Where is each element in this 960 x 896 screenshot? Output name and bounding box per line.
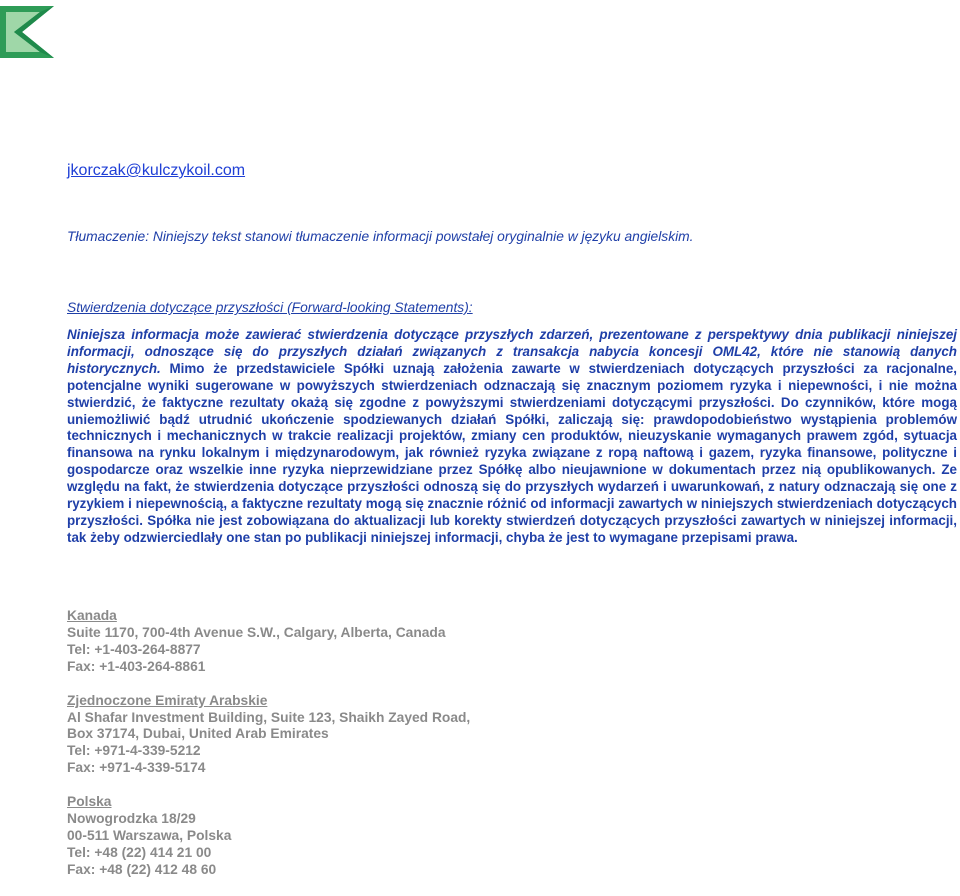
company-logo: [0, 6, 56, 58]
office-fax: Fax: +971-4-339-5174: [67, 760, 206, 776]
office-addresses: [67, 608, 470, 896]
office-canada: [67, 608, 470, 676]
office-title-poland: Polska: [67, 794, 112, 810]
office-phone: Tel: +48 (22) 414 21 00: [67, 844, 212, 860]
office-title-canada: Kanada: [67, 608, 117, 623]
office-line: Al Shafar Investment Building, Suite 123, Shaikh Zayed Road,: [67, 709, 471, 725]
office-line: Suite 1170, 700-4th Avenue S.W., Calgary, Alberta, Canada: [67, 624, 446, 640]
office-line: Nowogrodzka 18/29: [67, 811, 196, 827]
forward-looking-body: [67, 327, 957, 547]
translation-notice: Tłumaczenie: Niniejszy tekst stanowi tłumaczenie informacji powstałej oryginalnie w języku angielskim.: [67, 229, 694, 244]
office-fax: Fax: +48 (22) 412 48 60: [67, 861, 217, 877]
office-poland: [67, 794, 470, 879]
office-line: 00-511 Warszawa, Polska: [67, 827, 232, 843]
office-uae: [67, 693, 470, 778]
forward-looking-heading: Stwierdzenia dotyczące przyszłości (Forward-looking Statements):: [67, 300, 473, 315]
green-chevron-logo-icon: [0, 6, 56, 58]
office-line: Box 37174, Dubai, United Arab Emirates: [67, 726, 329, 742]
office-fax: Fax: +1-403-264-8861: [67, 658, 206, 674]
contact-email-link[interactable]: jkorczak@kulczykoil.com: [67, 162, 246, 179]
forward-looking-details: Mimo że przedstawiciele Spółki uznają założenia zawarte w stwierdzeniach dotyczących przyszłości za racjonalne, potencjalne wyniki sugerowane w powyższych stwierdzeniach odznaczają się znacznym poziomem ryzyka i niepewności, i nie można stwierdzić, że faktyczne rezultaty okażą się zgodne z powyższymi stwierdzeniami dotyczącymi przyszłości. Do czynników, które mogą uniemożliwić bądź utrudnić ukończenie spodziewanych działań Spółki, zaliczają się: prawdopodobieństwo wystąpienia problemów technicznych i mechanicznych w trakcie realizacji projektów, zmiany cen produktów, nieuzyskanie wymaganych prawem zgód, sytuacja finansowa na rynku lokalnym i międzynarodowym, jak również ryzyka związane z ropą naftową i gazem, ryzyka finansowe, polityczne i gospodarcze oraz wszelkie inne ryzyka nieprzewidziane przez Spółkę albo nieujawnione w dokumentach przez nią opublikowanych. Ze względu na fakt, że stwierdzenia dotyczące przyszłości odnoszą się do przyszłych wydarzeń i uwarunkowań, z natury odznaczają się one z ryzykiem i niepewnością, a faktyczne rezultaty mogą się znacznie różnić od informacji zawartych w niniejszych stwierdzeniach dotyczących przyszłości. Spółka nie jest zobowiązana do aktualizacji lub korekty stwierdzeń dotyczących przyszłości zawartych w niniejszej informacji, tak żeby odzwierciedlały one stan po publikacji niniejszej informacji, chyba że jest to wymagane przepisami prawa.: [67, 360, 957, 545]
forward-looking-intro: Niniejsza informacja może zawierać stwierdzenia dotyczące przyszłych zdarzeń, prezentowane z perspektywy dnia publikacji niniejszej informacji, odnoszące się do przyszłych działań związanych z transakcja nabycia koncesji OML42, które nie stanowią danych historycznych.: [67, 327, 957, 376]
office-title-uae: Zjednoczone Emiraty Arabskie: [67, 692, 268, 708]
office-phone: Tel: +1-403-264-8877: [67, 641, 201, 657]
office-phone: Tel: +971-4-339-5212: [67, 743, 201, 759]
